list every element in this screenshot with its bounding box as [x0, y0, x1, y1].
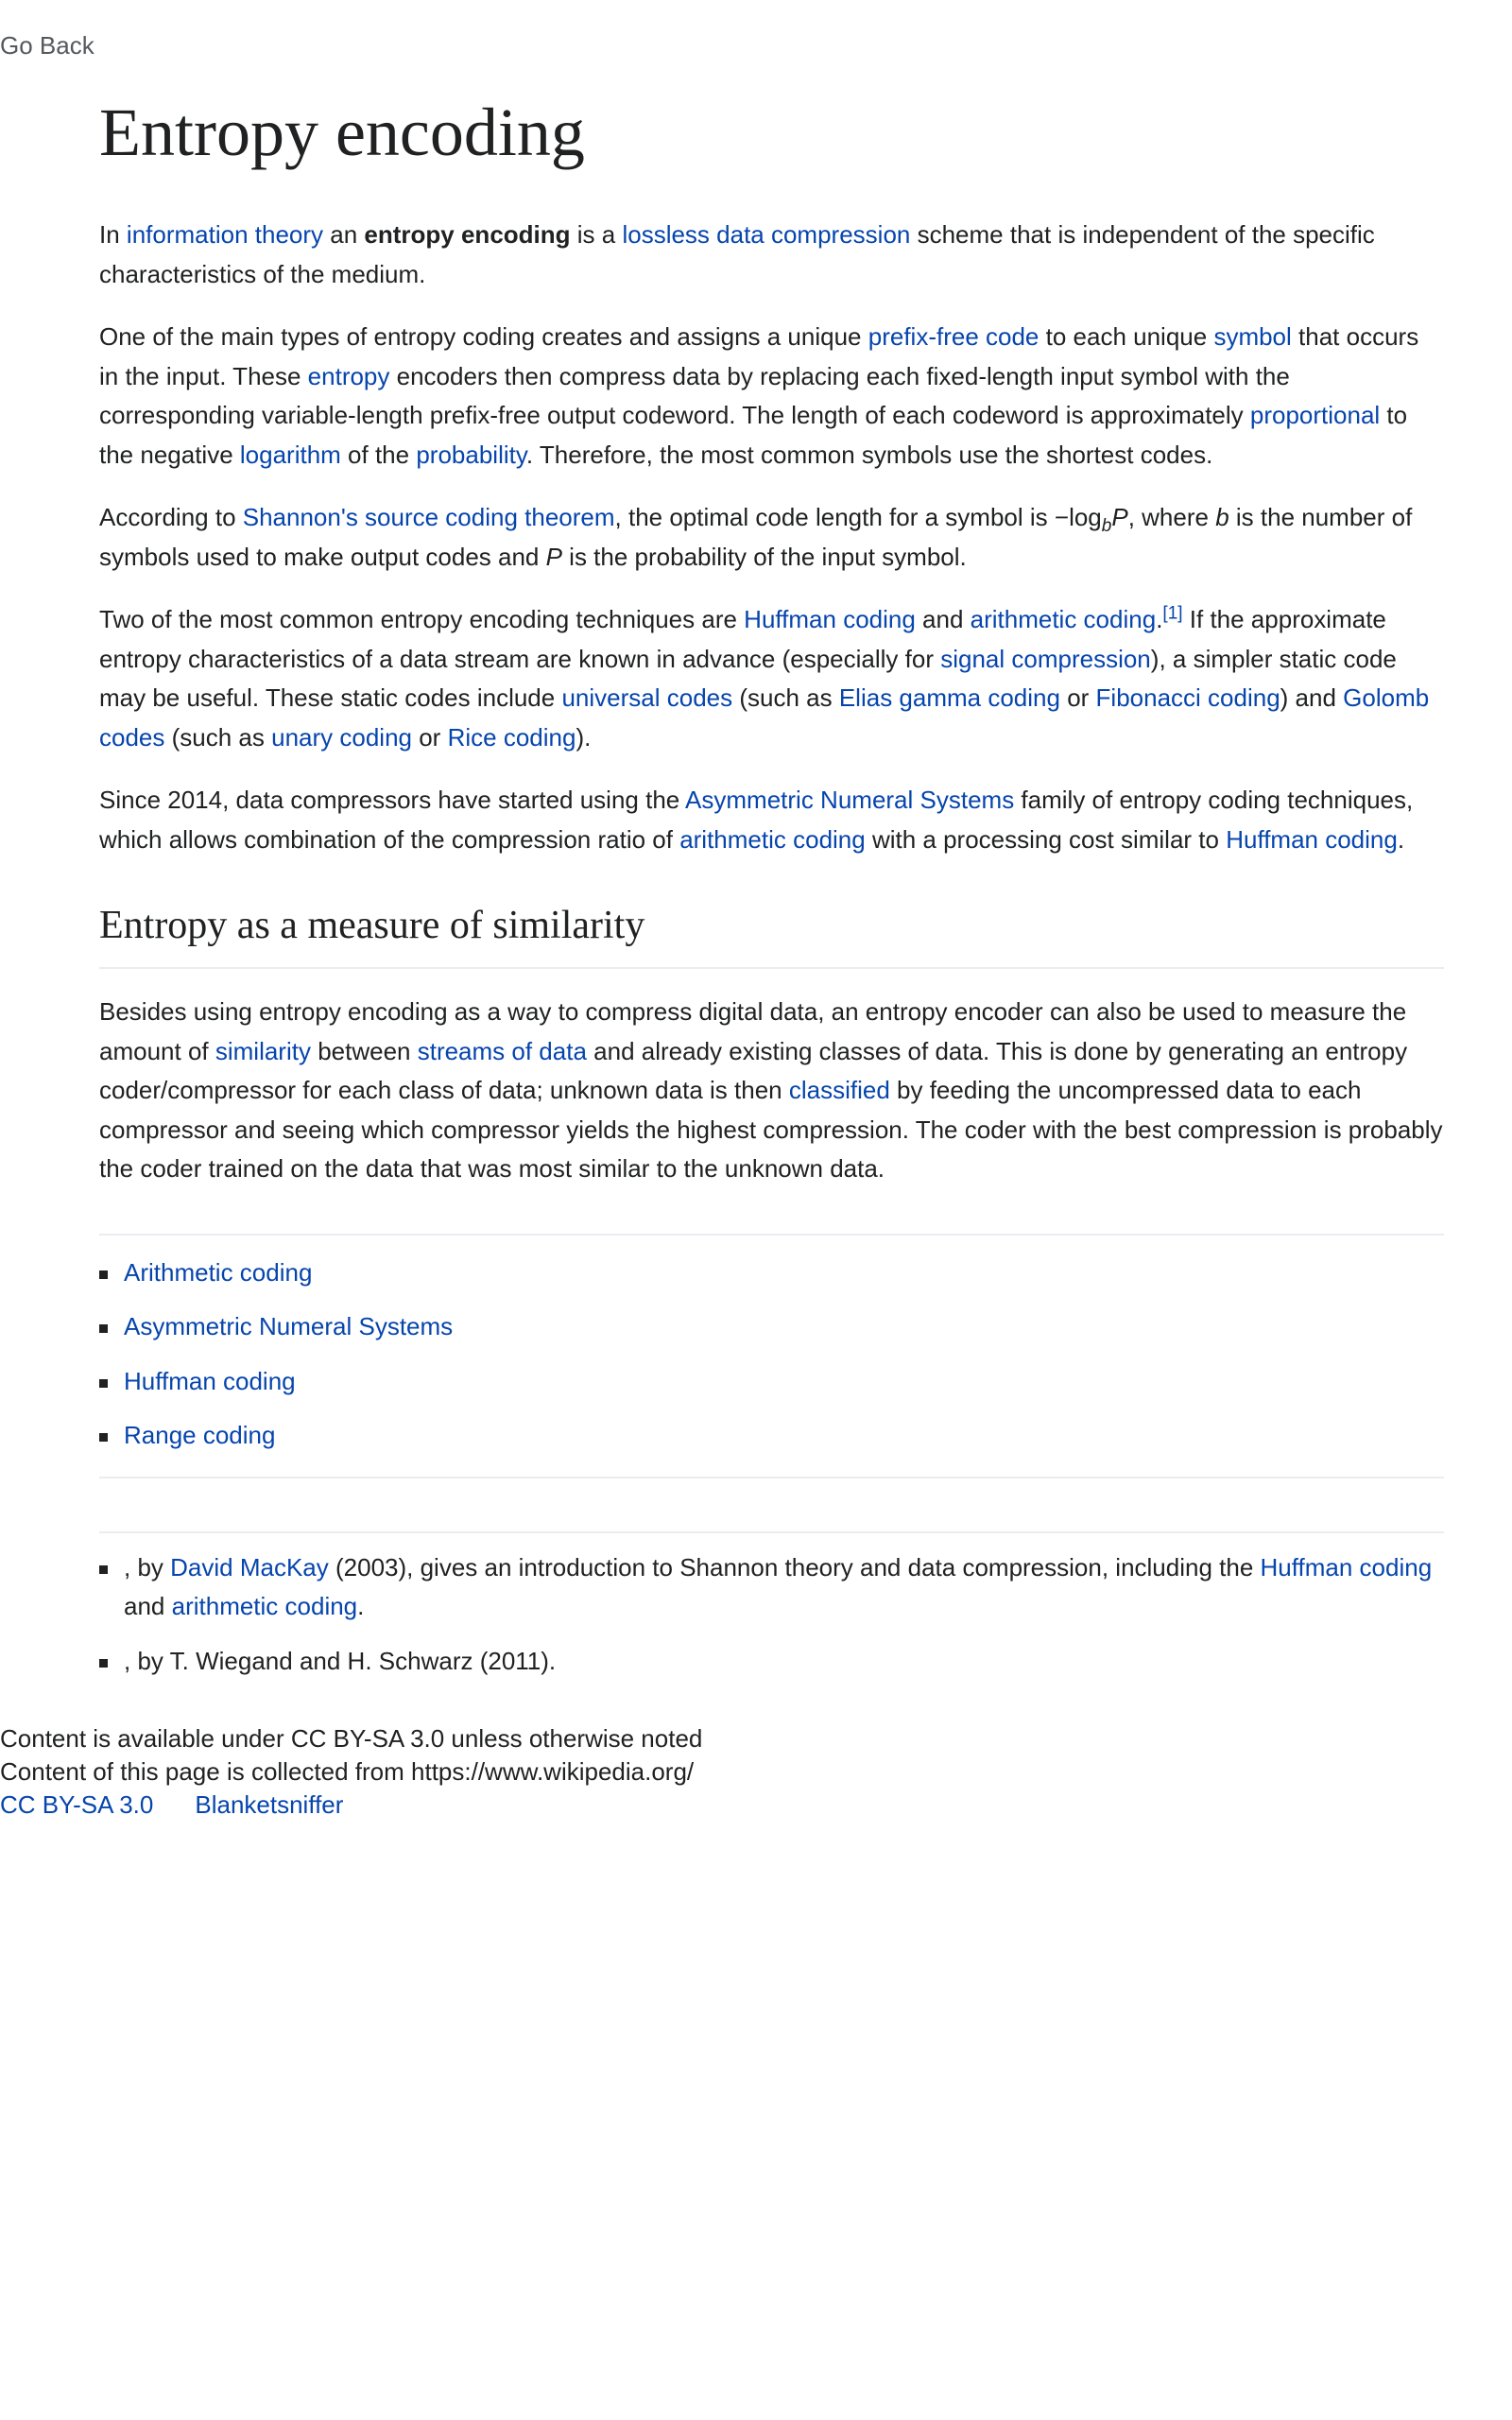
license-link[interactable]: CC BY-SA 3.0 — [0, 1790, 154, 1819]
link-fibonacci-coding[interactable]: Fibonacci coding — [1095, 683, 1280, 712]
text: or — [412, 722, 448, 752]
text: with a processing cost similar to — [865, 824, 1227, 854]
text: scheme that is independent of the specific characteristics of the medium. — [99, 220, 1375, 288]
source-note: Content of this page is collected from https://www.wikipedia.org/ — [0, 1757, 695, 1786]
list-item — [99, 1362, 1444, 1402]
section-heading-similarity: Entropy as a measure of similarity — [99, 897, 1444, 969]
math-p: P — [1111, 503, 1128, 531]
citation-link[interactable]: [1] — [1162, 603, 1183, 624]
reference-item — [99, 1548, 1444, 1627]
see-also-huffman-coding[interactable]: Huffman coding — [124, 1366, 296, 1395]
link-classified[interactable]: classified — [788, 1076, 890, 1104]
link-arithmetic-coding[interactable]: arithmetic coding — [970, 605, 1157, 633]
text: , the optimal code length for a symbol is — [614, 503, 1055, 531]
math-subscript-b: b — [1101, 516, 1112, 537]
article-content — [99, 85, 1444, 1696]
text: . — [357, 1592, 365, 1620]
link-golomb-codes[interactable]: Golomb codes — [99, 683, 1430, 752]
text: and — [915, 605, 971, 633]
link-universal-codes[interactable]: universal codes — [561, 683, 733, 712]
text: to the negative — [99, 401, 1408, 469]
link-proportional[interactable]: proportional — [1249, 401, 1381, 429]
go-back-link[interactable]: Go Back — [0, 31, 94, 60]
text: of the — [340, 440, 417, 469]
text: is the probability of the input symbol. — [561, 542, 967, 571]
paragraph-shannon — [99, 498, 1444, 577]
link-rice-coding[interactable]: Rice coding — [447, 722, 576, 752]
link-asymmetric-numeral-systems[interactable]: Asymmetric Numeral Systems — [685, 786, 1015, 814]
divider — [99, 1234, 1444, 1236]
link-prefix-free-code[interactable]: prefix-free code — [868, 322, 1040, 351]
references-list — [99, 1548, 1444, 1682]
link-entropy[interactable]: entropy — [307, 361, 390, 390]
text: (2003), gives an introduction to Shannon theory and data compression, including the — [328, 1552, 1261, 1582]
paragraph-prefix-codes — [99, 318, 1444, 475]
list-item — [99, 1307, 1444, 1347]
text: . — [1397, 824, 1405, 854]
reference-item — [99, 1642, 1444, 1682]
link-streams-of-data[interactable]: streams of data — [417, 1036, 587, 1065]
text: and already existing classes of data. This is done by generating an entropy coder/compressor for each class of data; unknown data is then — [99, 1036, 1408, 1104]
text: Besides using entropy encoding as a way to compress digital data, an entropy encoder can also be used to measure the amount of — [99, 997, 1407, 1065]
paragraph-ans — [99, 781, 1444, 859]
text: that occurs in the input. These — [99, 322, 1419, 390]
paragraph-similarity — [99, 993, 1444, 1189]
text: (such as — [164, 722, 272, 752]
link-huffman-coding[interactable]: Huffman coding — [1226, 824, 1398, 854]
text: and — [124, 1592, 172, 1620]
see-also-range-coding[interactable]: Range coding — [124, 1421, 276, 1449]
see-also-list — [99, 1253, 1444, 1456]
link-similarity[interactable]: similarity — [215, 1036, 311, 1065]
page-title: Entropy encoding — [99, 95, 585, 170]
variable-p: P — [545, 542, 562, 571]
divider — [99, 1531, 1444, 1533]
text: (such as — [732, 683, 839, 712]
bold-term: entropy encoding — [364, 220, 571, 249]
text: encoders then compress data by replacing each fixed-length input symbol with the corresponding variable-length prefix-free output codeword. The length of each codeword is approximately — [99, 361, 1290, 429]
text: , by T. Wiegand and H. Schwarz (2011). — [124, 1646, 557, 1675]
footer-links — [0, 1789, 702, 1822]
link-elias-gamma-coding[interactable]: Elias gamma coding — [838, 683, 1060, 712]
math-log: −log — [1054, 503, 1102, 531]
link-arithmetic-coding[interactable]: arithmetic coding — [679, 824, 866, 854]
text: ) and — [1280, 683, 1344, 712]
text: family of entropy coding techniques, which allows combination of the compression ratio of — [99, 786, 1414, 854]
text: between — [310, 1036, 418, 1065]
text: According to — [99, 503, 243, 531]
link-david-mackay[interactable]: David MacKay — [170, 1552, 329, 1582]
text: to each unique — [1039, 322, 1214, 351]
link-symbol[interactable]: symbol — [1213, 322, 1292, 351]
intro-paragraph — [99, 216, 1444, 294]
link-huffman-coding[interactable]: Huffman coding — [744, 605, 916, 633]
see-also-asymmetric-numeral-systems[interactable]: Asymmetric Numeral Systems — [124, 1312, 454, 1340]
link-lossless-data-compression[interactable]: lossless data compression — [622, 220, 911, 249]
text: Two of the most common entropy encoding techniques are — [99, 605, 745, 633]
credit-link[interactable]: Blanketsniffer — [195, 1790, 344, 1819]
link-shannons-source-coding-theorem[interactable]: Shannon's source coding theorem — [242, 503, 615, 531]
link-signal-compression[interactable]: signal compression — [940, 644, 1151, 673]
link-probability[interactable]: probability — [416, 440, 526, 469]
text: an — [323, 220, 365, 249]
text: One of the main types of entropy coding creates and assigns a unique — [99, 322, 868, 351]
text: . Therefore, the most common symbols use the shortest codes. — [525, 440, 1213, 469]
link-huffman-coding[interactable]: Huffman coding — [1260, 1552, 1433, 1582]
see-also-arithmetic-coding[interactable]: Arithmetic coding — [124, 1257, 313, 1287]
paragraph-techniques — [99, 600, 1444, 757]
text: If the approximate entropy characteristics of a data stream are known in advance (especially for — [99, 605, 1386, 673]
divider — [99, 1477, 1444, 1478]
page-footer — [0, 1722, 702, 1822]
list-item — [99, 1253, 1444, 1293]
text: ), a simpler static code may be useful. These static codes include — [99, 644, 1397, 712]
link-unary-coding[interactable]: unary coding — [271, 722, 412, 752]
list-item — [99, 1416, 1444, 1456]
text: by feeding the uncompressed data to each compressor and seeing which compressor yields the highest compression. The coder with the best compression is probably the coder trained on the data that was most similar to the unknown data. — [99, 1076, 1443, 1183]
text: . — [1156, 605, 1163, 633]
link-arithmetic-coding[interactable]: arithmetic coding — [171, 1592, 358, 1620]
text: , where — [1127, 503, 1216, 531]
text: Since 2014, data compressors have started using the — [99, 786, 686, 814]
text: is a — [570, 220, 623, 249]
variable-b: b — [1215, 503, 1229, 531]
text: In — [99, 220, 127, 249]
text: or — [1059, 683, 1096, 712]
link-information-theory[interactable]: information theory — [126, 220, 324, 249]
license-note: Content is available under CC BY-SA 3.0 unless otherwise noted — [0, 1724, 703, 1753]
text: is the number of symbols used to make output codes and — [99, 503, 1413, 571]
text: , by — [124, 1552, 171, 1582]
link-logarithm[interactable]: logarithm — [239, 440, 341, 469]
text: ). — [576, 722, 592, 752]
math-formula — [1054, 503, 1128, 537]
